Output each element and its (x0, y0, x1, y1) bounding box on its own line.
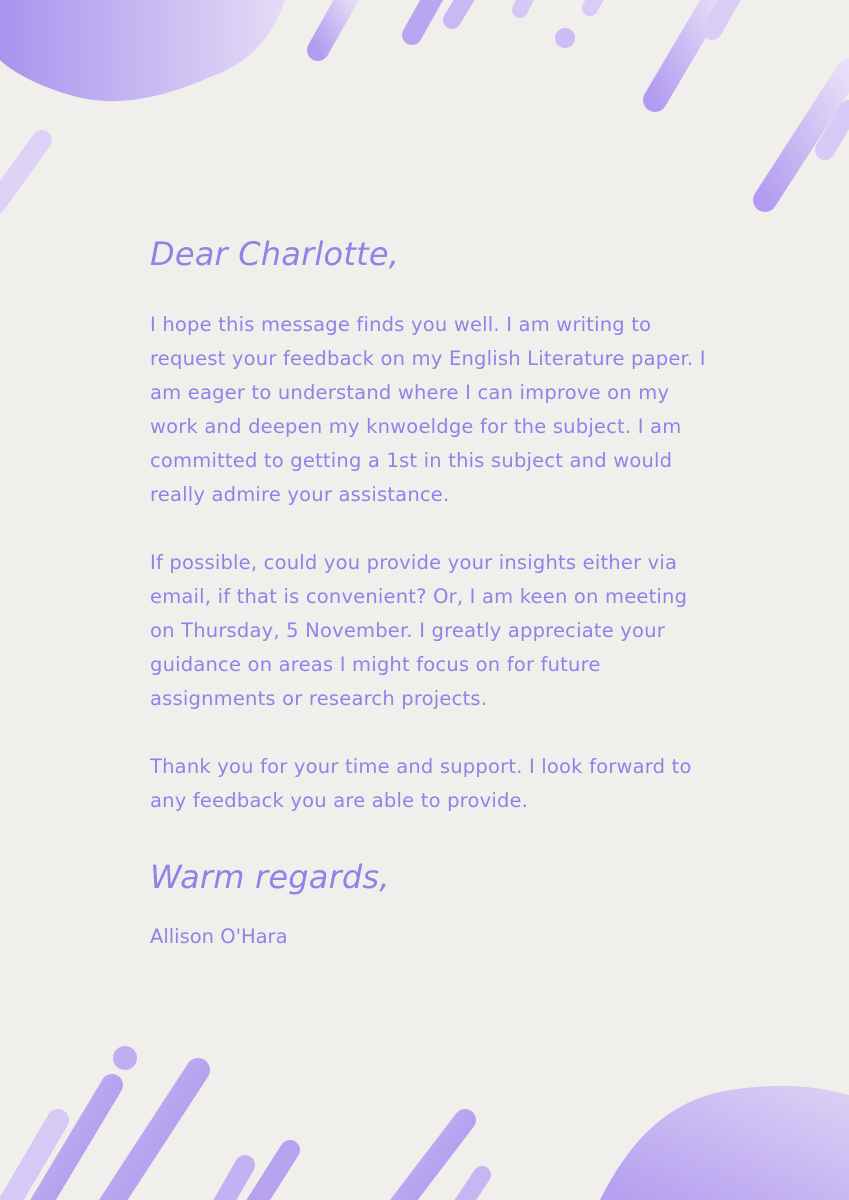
stripe-top-4 (520, 0, 530, 10)
closing: Warm regards, (150, 858, 390, 896)
stripe-bottom-3 (110, 1070, 198, 1200)
stripe-top-6 (655, 0, 720, 100)
paragraph-meeting: If possible, could you provide your insights either via email, if that is convenient? Or, I am keen on meeting on Thursday, 5 November. I greatly appreciate your guidance on areas I might focus on for future assignments or research projects. (150, 551, 688, 710)
paragraph-request: I hope this message finds you well. I am writing to request your feedback on my English Literature paper. I am eager to understand where I can improve on my work and deepen my knwoeldge for the subject. I am committed to getting a 1st in this subject and would really admire your assistance. (150, 313, 706, 506)
blob-top-left (0, 0, 285, 101)
dot-bottom (113, 1046, 137, 1070)
stripe-top-8 (765, 70, 849, 200)
stripe-bottom-7 (462, 1175, 482, 1200)
stripe-top-1 (318, 0, 352, 50)
stripe-top-7 (712, 0, 735, 30)
stripe-top-5 (590, 0, 600, 8)
stripe-left-1 (0, 140, 42, 205)
stripe-bottom-4 (222, 1165, 245, 1200)
greeting: Dear Charlotte, (150, 235, 400, 273)
paragraph-thanks: Thank you for your time and support. I look forward to any feedback you are able to provide. (150, 755, 692, 812)
stripe-bottom-6 (400, 1120, 465, 1200)
stripe-top-9 (825, 110, 849, 150)
stripe-bottom-5 (255, 1150, 290, 1200)
stripe-bottom-1 (8, 1120, 58, 1200)
stripe-top-2 (412, 0, 440, 35)
dot-top (555, 28, 575, 48)
stripe-top-3 (452, 0, 470, 20)
blob-bottom-right (600, 1086, 849, 1200)
stripe-bottom-2 (40, 1085, 112, 1200)
signature: Allison O'Hara (150, 925, 288, 948)
letter-body (150, 228, 710, 954)
